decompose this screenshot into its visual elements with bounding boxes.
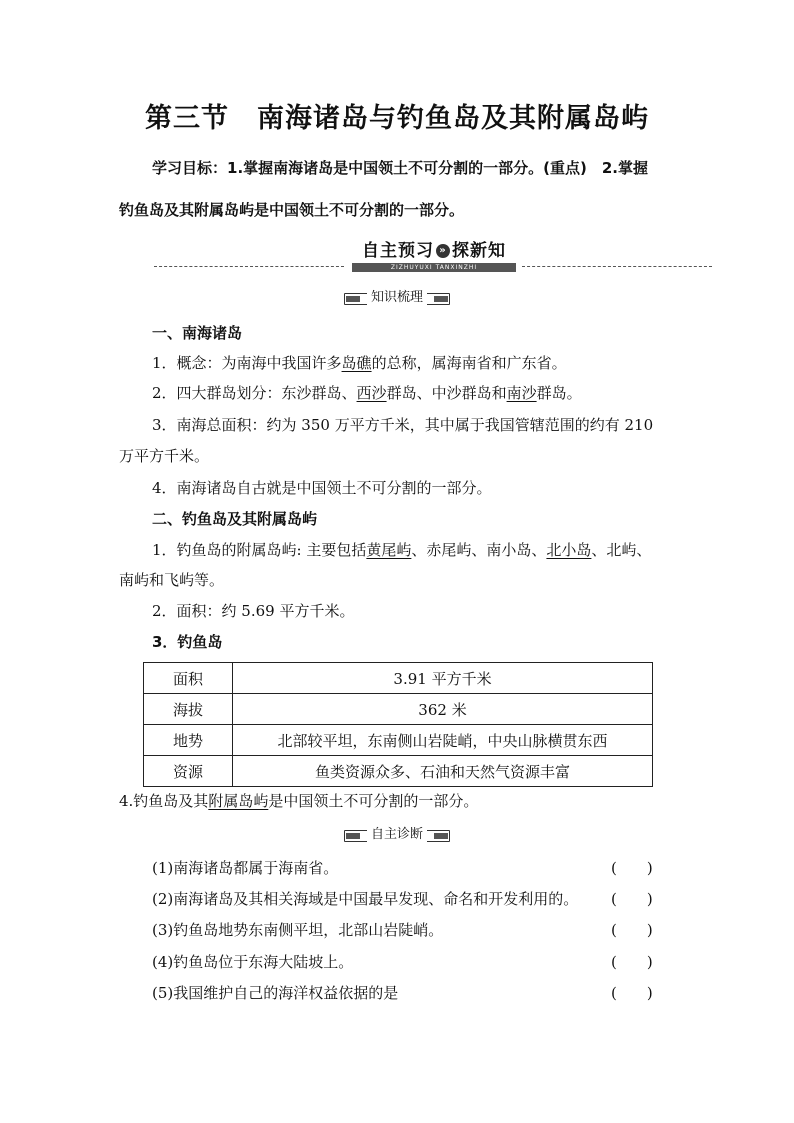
section2-p1-line2: 南屿和飞屿等。 <box>119 571 225 589</box>
underlined-term: 北小岛 <box>546 541 592 559</box>
banner-post: 探新知 <box>452 241 506 261</box>
learning-objectives-line1 <box>152 158 648 178</box>
text-span: 1．概念：为南海中我国许多 <box>152 354 342 372</box>
section1-p4: 4．南海诸岛自古就是中国领土不可分割的一部分。 <box>152 479 492 497</box>
underlined-term: 西沙 <box>356 384 387 402</box>
answer-blank[interactable]: ( ) <box>611 859 653 877</box>
text-span: 、北屿、 <box>591 541 652 559</box>
table-value: 鱼类资源众多、石油和天然气资源丰富 <box>233 756 653 787</box>
underlined-term: 南沙 <box>506 384 537 402</box>
banner-dash-right <box>522 266 712 267</box>
table-row <box>144 725 653 756</box>
banner-pre: 自主预习 <box>362 241 434 261</box>
section2-p1 <box>152 540 651 560</box>
tag-knowledge <box>344 289 450 307</box>
tag-bar-right <box>434 296 448 302</box>
banner-pinyin: ZIZHUYUXI TANXINZHI <box>352 263 516 272</box>
diagnosis-item: (5)我国维护自己的海洋权益依据的是 <box>152 984 399 1002</box>
table-key: 地势 <box>144 725 233 756</box>
section-title: 南海诸岛与钓鱼岛及其附属岛屿 <box>257 103 649 134</box>
table-key: 海拔 <box>144 694 233 725</box>
text-span: 是中国领土不可分割的一部分。 <box>268 792 479 810</box>
tag-bar-left <box>346 833 360 839</box>
text-span: 4.钓鱼岛及其 <box>119 792 209 810</box>
diagnosis-item: (1)南海诸岛都属于海南省。 <box>152 859 339 877</box>
tag-bar-right <box>434 833 448 839</box>
tag-self-diagnosis <box>344 826 450 844</box>
table-key: 资源 <box>144 756 233 787</box>
answer-blank[interactable]: ( ) <box>611 890 653 908</box>
text-span: 2．四大群岛划分：东沙群岛、 <box>152 384 357 402</box>
answer-blank[interactable]: ( ) <box>611 984 653 1002</box>
table-key: 面积 <box>144 663 233 694</box>
table-row <box>144 663 653 694</box>
underlined-term: 岛礁 <box>341 354 372 372</box>
banner-dash-left <box>154 266 344 267</box>
section2-p2: 2．面积：约 5.69 平方千米。 <box>152 602 355 620</box>
page-title <box>0 96 794 135</box>
section-banner <box>0 238 794 274</box>
answer-blank[interactable]: ( ) <box>611 953 653 971</box>
tag-label: 知识梳理 <box>367 290 427 305</box>
table-value: 362 米 <box>233 694 653 725</box>
table-row <box>144 694 653 725</box>
objectives-text: 学习目标：1.掌握南海诸岛是中国领土不可分割的一部分。(重点) 2.掌握 <box>152 159 648 177</box>
section1-p1 <box>152 353 567 373</box>
section1-p2 <box>152 383 582 403</box>
text-span: 1．钓鱼岛的附属岛屿: 主要包括 <box>152 541 367 559</box>
section-number: 第三节 <box>145 103 229 134</box>
table-value: 3.91 平方千米 <box>233 663 653 694</box>
underlined-term: 黄尾屿 <box>366 541 412 559</box>
tag-bar-left <box>346 296 360 302</box>
chevron-right-icon: » <box>436 244 450 258</box>
section2-p4 <box>119 791 478 811</box>
table-value: 北部较平坦，东南侧山岩陡峭，中央山脉横贯东西 <box>233 725 653 756</box>
section2-heading: 二、钓鱼岛及其附属岛屿 <box>152 510 318 528</box>
text-span: 、赤尾屿、南小岛、 <box>411 541 547 559</box>
section1-p3-line1: 3．南海总面积：约为 350 万平方千米，其中属于我国管辖范围的约有 210 <box>152 416 654 434</box>
underlined-term: 附属岛屿 <box>208 792 269 810</box>
diagnosis-item: (4)钓鱼岛位于东海大陆坡上。 <box>152 953 354 971</box>
table-row <box>144 756 653 787</box>
text-span: 群岛、中沙群岛和 <box>386 384 507 402</box>
section2-p3: 3．钓鱼岛 <box>152 633 223 651</box>
text-span: 的总称，属海南省和广东省。 <box>371 354 567 372</box>
diagnosis-item: (2)南海诸岛及其相关海域是中国最早发现、命名和开发利用的。 <box>152 890 579 908</box>
diagnosis-item: (3)钓鱼岛地势东南侧平坦，北部山岩陡峭。 <box>152 921 444 939</box>
text-span: 群岛。 <box>536 384 582 402</box>
tag-label: 自主诊断 <box>367 827 427 842</box>
answer-blank[interactable]: ( ) <box>611 921 653 939</box>
banner-box <box>348 240 520 270</box>
learning-objectives-line2: 钓鱼岛及其附属岛屿是中国领土不可分割的一部分。 <box>119 201 465 219</box>
section1-p3-line2: 万平方千米。 <box>119 447 210 465</box>
section1-heading: 一、南海诸岛 <box>152 324 243 342</box>
diaoyu-info-table <box>143 662 653 787</box>
banner-title <box>348 240 520 262</box>
